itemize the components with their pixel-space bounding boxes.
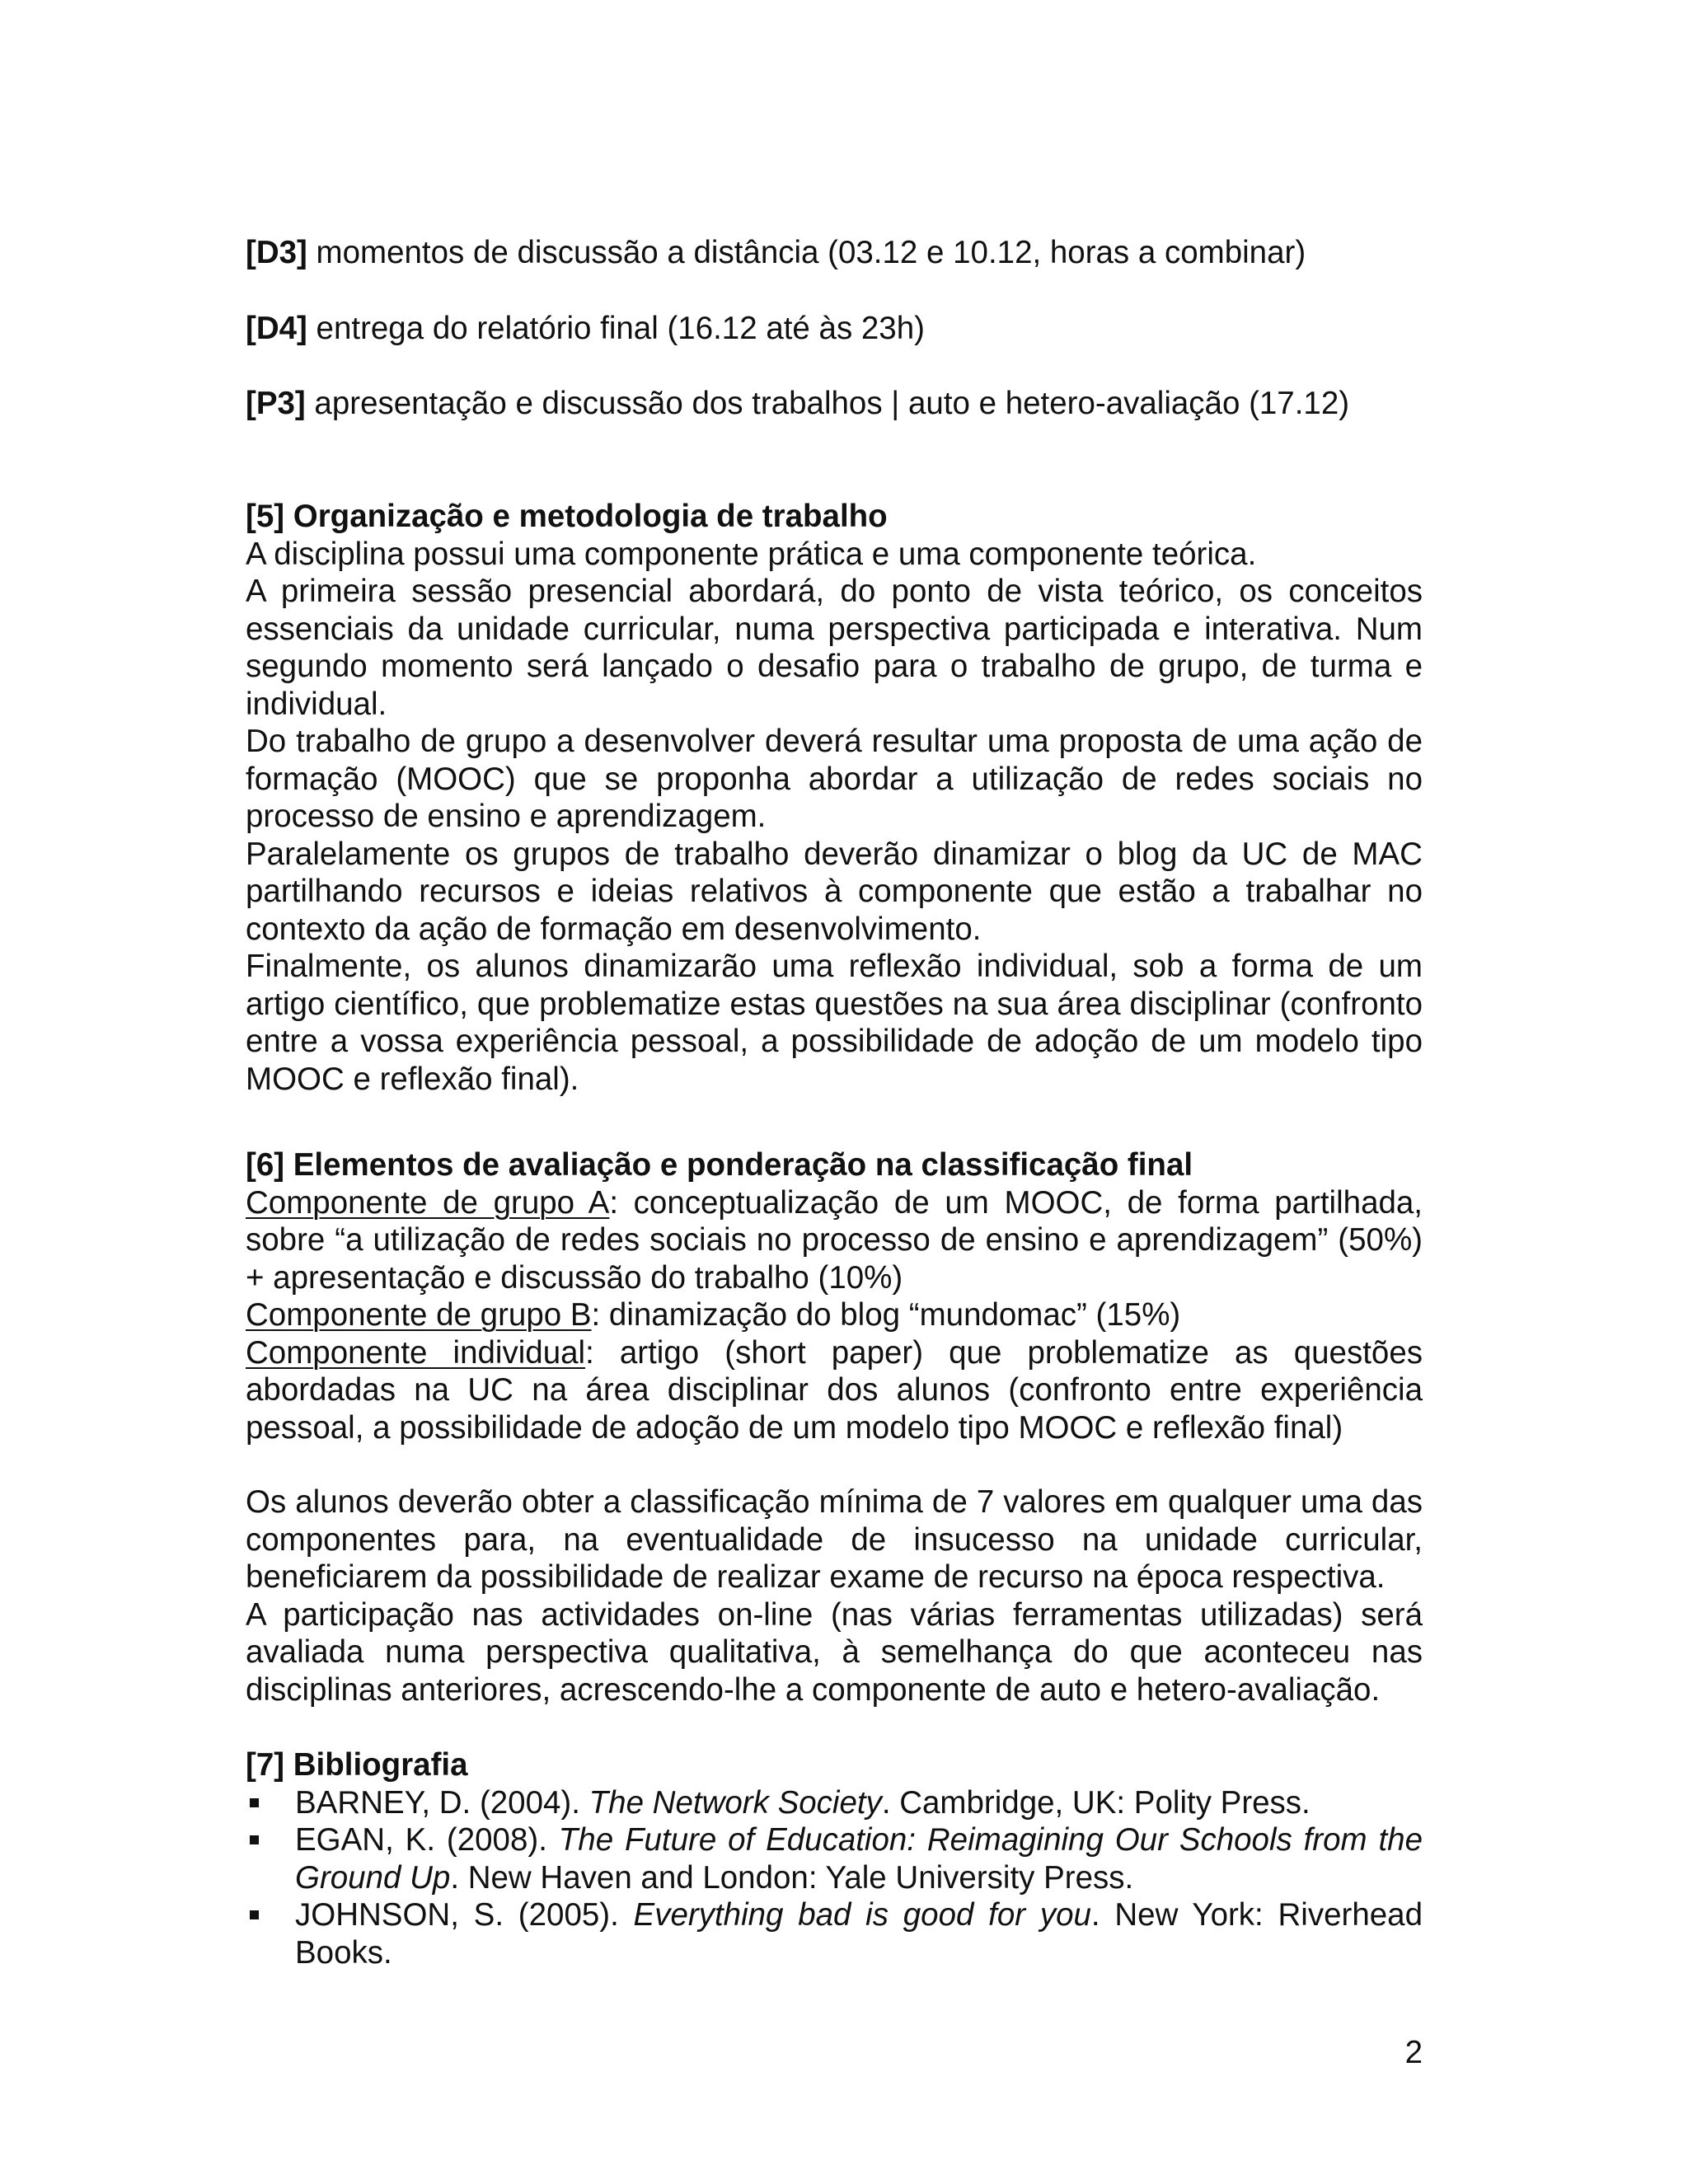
reference-title: Everything bad is good for you bbox=[633, 1897, 1091, 1933]
schedule-item-p3 bbox=[246, 385, 1349, 423]
paragraph: A disciplina possui uma componente prática e uma componente teórica. bbox=[246, 536, 1257, 572]
square-bullet-icon bbox=[250, 1910, 259, 1919]
section-heading: [7] Bibliografia bbox=[246, 1747, 468, 1783]
component-label: Componente individual bbox=[246, 1334, 586, 1371]
bibliography-item bbox=[246, 1784, 1423, 1822]
paragraph: Finalmente, os alunos dinamizarão uma reflexão individual, sob a forma de um artigo científico, que problematize estas questões na sua área disciplinar (confronto entre a vossa experiência pessoal, a possibilidade de adoção de um modelo tipo MOOC e reflexão final). bbox=[246, 949, 1423, 1097]
component-text: : artigo (short paper) que problematize as questões abordadas na UC na área disciplinar dos alunos (confronto entre experiência pessoal, a possibilidade de adoção de um modelo tipo MOOC e reflexão final) bbox=[246, 1334, 1423, 1446]
component-text: : dinamização do blog “mundomac” (15%) bbox=[591, 1297, 1181, 1333]
reference-publisher: . New York: Riverhead Books. bbox=[295, 1897, 1423, 1971]
bibliography-item bbox=[246, 1821, 1423, 1896]
assessment-notes bbox=[246, 1483, 1423, 1708]
schedule-text: apresentação e discussão dos trabalhos | auto e hetero-avaliação (17.12) bbox=[305, 386, 1350, 421]
reference-author: BARNEY, D. (2004). bbox=[295, 1784, 589, 1821]
paragraph: A participação nas actividades on-line (nas várias ferramentas utilizadas) será avaliada numa perspectiva qualitativa, à semelhança do que aconteceu nas disciplinas anteriores, acrescendo-lhe a componente de auto e hetero-avaliação. bbox=[246, 1596, 1423, 1708]
schedule-tag: [D4] bbox=[246, 311, 307, 346]
paragraph: Paralelamente os grupos de trabalho deverão dinamizar o blog da UC de MAC partilhando recursos e ideias relativos à componente que estão a trabalhar no contexto da ação de formação em desenvolvimento. bbox=[246, 836, 1423, 947]
schedule-tag: [D3] bbox=[246, 235, 307, 270]
section-avaliacao bbox=[246, 1146, 1423, 1446]
component-label: Componente de grupo B bbox=[246, 1297, 592, 1333]
reference-author: EGAN, K. (2008). bbox=[295, 1822, 559, 1858]
square-bullet-icon bbox=[250, 1835, 259, 1844]
bibliography-item bbox=[246, 1896, 1423, 1971]
component-individual bbox=[246, 1334, 1423, 1447]
reference-publisher: . New Haven and London: Yale University Press. bbox=[450, 1859, 1134, 1896]
schedule-item-d4 bbox=[246, 310, 925, 348]
square-bullet-icon bbox=[250, 1798, 259, 1807]
component-label: Componente de grupo A bbox=[246, 1184, 610, 1221]
bibliography-list bbox=[246, 1784, 1423, 1972]
component-text: : conceptualização de um MOOC, de forma partilhada, sobre “a utilização de redes sociais no processo de ensino e aprendizagem” (50%) + apresentação e discussão do trabalho (10%) bbox=[246, 1184, 1423, 1296]
section-bibliografia bbox=[246, 1746, 1423, 1971]
paragraph: A primeira sessão presencial abordará, do ponto de vista teórico, os conceitos essenciais da unidade curricular, numa perspectiva participada e interativa. Num segundo momento será lançado o desafio para o trabalho de grupo, de turma e individual. bbox=[246, 574, 1423, 722]
schedule-text: entrega do relatório final (16.12 até às 23h) bbox=[307, 311, 925, 346]
reference-title: The Future of Education: Reimagining Our Schools from the Ground Up bbox=[295, 1822, 1423, 1896]
section-heading: [5] Organização e metodologia de trabalho bbox=[246, 499, 888, 534]
component-group-a bbox=[246, 1184, 1423, 1297]
reference-title: The Network Society bbox=[588, 1784, 882, 1821]
schedule-item-d3 bbox=[246, 234, 1306, 272]
schedule-tag: [P3] bbox=[246, 386, 306, 421]
schedule-text: momentos de discussão a distância (03.12 e 10.12, horas a combinar) bbox=[307, 235, 1306, 270]
reference-author: JOHNSON, S. (2005). bbox=[295, 1897, 634, 1933]
component-group-b bbox=[246, 1296, 1423, 1334]
page-number: 2 bbox=[1404, 2035, 1423, 2070]
paragraph: Do trabalho de grupo a desenvolver deverá resultar uma proposta de uma ação de formação (MOOC) que se proponha abordar a utilização de redes sociais no processo de ensino e aprendizagem. bbox=[246, 724, 1423, 834]
reference-publisher: . Cambridge, UK: Polity Press. bbox=[881, 1784, 1311, 1821]
section-organizacao bbox=[246, 498, 1423, 1098]
paragraph: Os alunos deverão obter a classificação mínima de 7 valores em qualquer uma das componentes para, na eventualidade de insucesso na unidade curricular, beneficiarem da possibilidade de realizar exame de recurso na época respectiva. bbox=[246, 1484, 1423, 1595]
section-heading: [6] Elementos de avaliação e ponderação na classificação final bbox=[246, 1147, 1193, 1183]
